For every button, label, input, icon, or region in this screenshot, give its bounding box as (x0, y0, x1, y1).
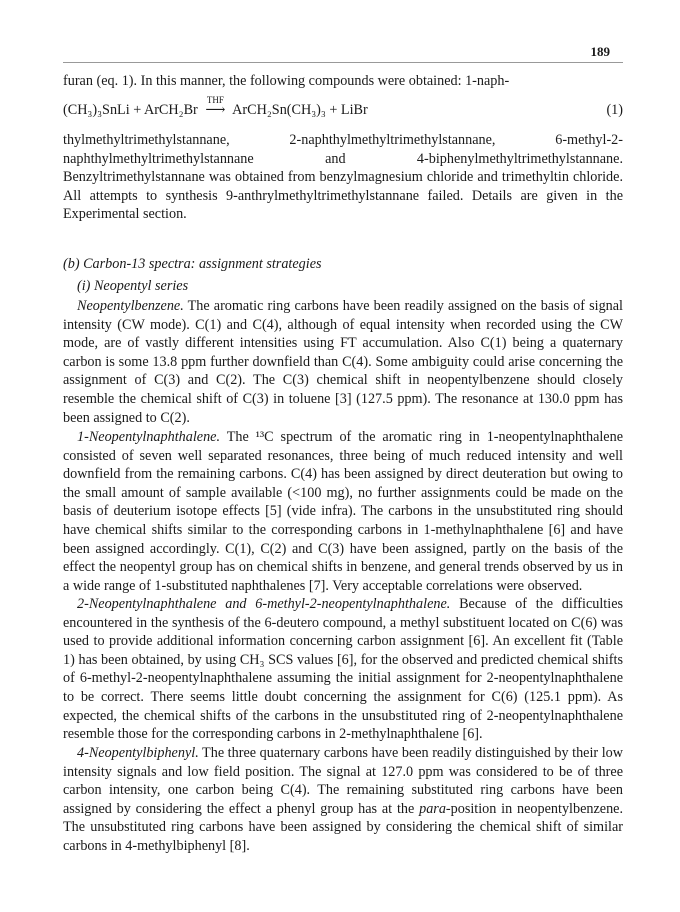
equation-number: (1) (606, 102, 623, 118)
intro-line: furan (eq. 1). In this manner, the following compounds were obtained: 1-naph- (63, 73, 510, 89)
equation-lhs: (CH₃)₃SnLi + ArCH₂Br (63, 102, 198, 118)
arrow-icon: ⟶ (205, 103, 226, 118)
header-rule (63, 62, 623, 63)
arrow-label: THF (206, 95, 224, 105)
paragraph-4-neopentylbiphenyl (63, 744, 623, 856)
section-heading: (b) Carbon-13 spectra: assignment strategies (63, 256, 322, 272)
paragraph-text: Because of the difficulties encountered in the synthesis of the 6-deutero compound, a methyl substituent located on C(6) was used to provide additional information concerning carbon assignment [6]. An excellent fit (Table 1) has been obtained, by using CH₃ SCS values [6], for the observed and predicted chemical shifts of 6-methyl-2-neopentylnaphthalene assuming the initial assignment for 2-neopentylnaphthalene to be correct. There seems little doubt concerning the assignment for C(6) (125.1 ppm). As expected, the chemical shifts of the carbons in the unsubstituted ring of 2-neopentylnaphthalene resemble those for the corresponding carbons in 2-methylnaphthalene [6]. (63, 596, 624, 743)
paragraph-2-neopentylnaphthalene (63, 595, 623, 744)
paragraph-title: Neopentylbenzene. (77, 298, 184, 314)
paragraph-neopentylbenzene (63, 297, 623, 427)
paragraph-title: 4-Neopentylbiphenyl. (77, 745, 199, 761)
subsection-heading: (i) Neopentyl series (77, 278, 189, 294)
page-number: 189 (590, 44, 610, 59)
equation-body (63, 95, 368, 119)
compounds-paragraph: thylmethyltrimethylstannane, 2-naphthylmethyltrimethylstannane, 6-methyl-2-naphthylmethyltrimethylstannane and 4-biphenylmethyltrimethylstannane. Benzyltrimethylstannane was obtained from benzylmagnesium chloride and trimethyltin chloride. All attempts to synthesis 9-anthrylmethyltrimethylstannane failed. Details are given in the Experimental section. (63, 132, 623, 223)
paragraph-1-neopentylnaphthalene (63, 428, 623, 595)
para-emphasis: para (419, 800, 446, 817)
paragraph-text-end: -position in neopentylbenzene. The unsubstituted ring carbons have been assigned by considering the chemical shift of similar carbons in 4-methylbiphenyl [8]. (63, 800, 624, 854)
equation-rhs: ArCH₂Sn(CH₃)₃ + LiBr (232, 102, 368, 118)
reaction-arrow (205, 95, 226, 119)
equation-1 (63, 95, 623, 122)
paragraph-text: The ¹³C spectrum of the aromatic ring in 1-neopentylnaphthalene consisted of seven well separated resonances, three being of much reduced intensity and well downfield from the remaining carbons. C(4) has been assigned by direct deuteration but owing to the small amount of sample available (<100 mg), no further assignments could be made on the basis of deuterium isotope effects [5] (vide infra). The carbons in the unsubstituted ring should have chemical shifts similar to the corresponding carbons in 1-methylnaphthalene [6] and have been assigned accordingly. C(1), C(2) and C(3) have been assigned, partly on the basis of the effect the neopentyl group has on chemical shifts in benzene, and general trends observed by us in a wide range of 1-substituted naphthalenes [7]. Very acceptable correlations were observed. (63, 429, 623, 594)
paragraph-text: The aromatic ring carbons have been readily assigned on the basis of signal intensity (CW mode). C(1) and C(4), although of equal intensity when recorded using the CW mode, are of vastly different intensities using FT accumulation. Also C(1) being a quaternary carbon is some 13.8 ppm further downfield than C(4). Some ambiguity could arise concerning the assignment of C(3) and C(2). The C(3) chemical shift in neopentylbenzene should closely resemble the chemical shift of C(3) in toluene [3] (127.5 ppm). The resonance at 130.0 ppm has been assigned to C(2). (63, 298, 623, 426)
paragraph-text: The three quaternary carbons have been readily distinguished by their low intensity signals and low field position. The signal at 127.0 ppm was considered to be of three carbon intensity, one carbon being C(4). The remaining substituted ring carbons have been assigned by considering the effect a phenyl group has at the (63, 745, 623, 817)
paragraph-title: 2-Neopentylnaphthalene and 6-methyl-2-neopentylnaphthalene. (77, 596, 451, 612)
paragraph-title: 1-Neopentylnaphthalene. (77, 429, 221, 445)
